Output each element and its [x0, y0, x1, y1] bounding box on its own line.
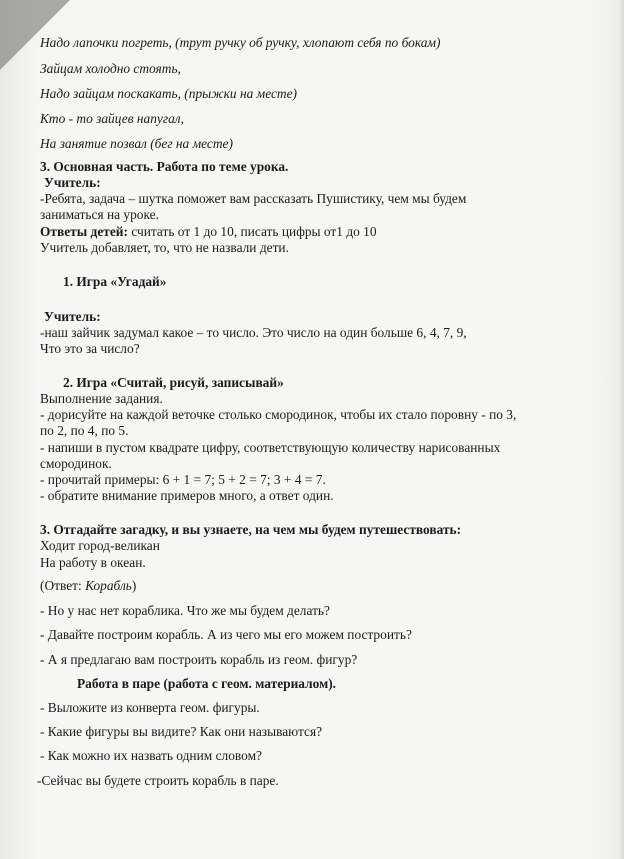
game2-line: смородинок. — [40, 456, 112, 471]
answers-label: Ответы детей: — [40, 224, 128, 239]
dialogue-line: - Но у нас нет кораблика. Что же мы будем делать? — [40, 603, 330, 618]
pair-line: - Выложите из конверта геом. фигуры. — [40, 700, 260, 715]
game2-line: - напиши в пустом квадрате цифру, соответствующую количеству нарисованных — [40, 440, 501, 455]
game2-line: по 2, по 4, по 5. — [40, 423, 129, 438]
page-edge-shadow — [618, 0, 624, 859]
verse-line: На занятие позвал (бег на месте) — [40, 136, 233, 151]
answers-text: считать от 1 до 10, писать цифры от1 до 10 — [127, 224, 377, 239]
children-answers — [40, 224, 377, 240]
verse-line: Кто - то зайцев напугал, — [40, 111, 184, 126]
game1-text: Что это за число? — [40, 341, 140, 356]
verse-line: Зайцам холодно стоять, — [40, 61, 181, 76]
teacher-adds: Учитель добавляет, то, что не назвали дети. — [40, 240, 289, 255]
teacher-text: -Ребята, задача – шутка поможет вам рассказать Пушистику, чем мы будем — [40, 191, 467, 206]
pair-line: - Как можно их назвать одним словом? — [40, 748, 262, 763]
pair-work-title: Работа в паре (работа с геом. материалом). — [77, 676, 336, 691]
game2-line: - обратите внимание примеров много, а ответ один. — [40, 488, 334, 503]
riddle-answer: (Ответ: Корабль) — [40, 578, 137, 593]
game2-line: Выполнение задания. — [40, 391, 163, 406]
teacher-text: заниматься на уроке. — [40, 207, 159, 222]
game1-text: -наш зайчик задумал какое – то число. Это число на один больше 6, 4, 7, 9, — [40, 325, 467, 340]
verse-line: Надо зайцам поскакать, (прыжки на месте) — [40, 86, 297, 101]
game2-line: - прочитай примеры: 6 + 1 = 7; 5 + 2 = 7; 3 + 4 = 7. — [40, 472, 326, 487]
game2-title: 2. Игра «Считай, рисуй, записывай» — [63, 375, 284, 390]
dialogue-line: - Давайте построим корабль. А из чего мы его можем построить? — [40, 627, 412, 642]
teacher-label: Учитель: — [44, 175, 101, 190]
answer-word: Корабль — [85, 578, 132, 593]
verse-line: Надо лапочки погреть, (трут ручку об ручку, хлопают себя по бокам) — [40, 35, 441, 50]
riddle-line: На работу в океан. — [40, 555, 146, 570]
riddle-line: Ходит город-великан — [40, 538, 160, 553]
riddle-title: 3. Отгадайте загадку, и вы узнаете, на чем мы будем путешествовать: — [40, 522, 462, 537]
section-title: 3. Основная часть. Работа по теме урока. — [40, 159, 289, 174]
pair-line: -Сейчас вы будете строить корабль в паре. — [37, 773, 279, 788]
pair-line: - Какие фигуры вы видите? Как они называются? — [40, 724, 323, 739]
game1-title: 1. Игра «Угадай» — [63, 274, 167, 289]
game2-line: - дорисуйте на каждой веточке столько смородинок, чтобы их стало поровну - по 3, — [40, 407, 517, 422]
dialogue-line: - А я предлагаю вам построить корабль из геом. фигур? — [40, 652, 358, 667]
game1-teacher-label: Учитель: — [44, 309, 101, 324]
